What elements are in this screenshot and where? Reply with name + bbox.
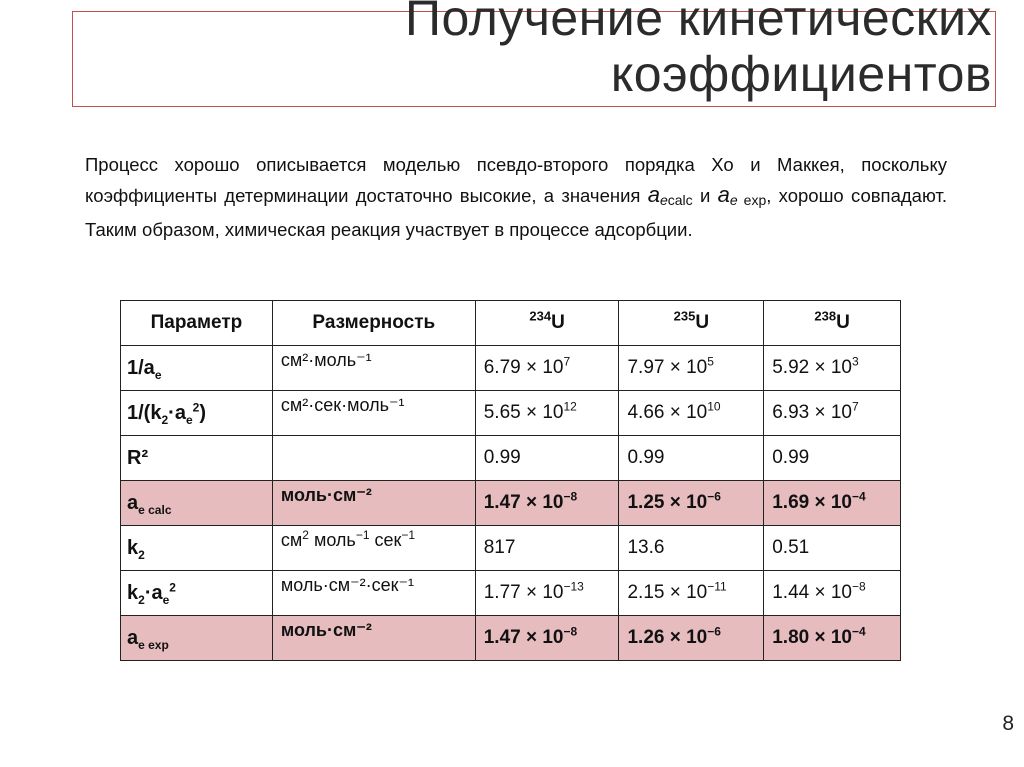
param-cell: $a_{e calc}$ (121, 481, 273, 526)
exp-subscript: exp (737, 192, 767, 208)
dim-cell: моль·см⁻² (272, 616, 475, 661)
table-row (121, 571, 901, 616)
value-cell: $6.79 \times 10^7$ (475, 346, 619, 391)
value-cell: $1.80 \times 10^{-4}$ (764, 616, 901, 661)
slide-title (192, 0, 992, 102)
value-cell: $5.65 \times 10^{12}$ (475, 391, 619, 436)
symbol-a-calc: a (647, 182, 660, 207)
header-u235: $^{235}$U (619, 301, 764, 346)
table-header-row (121, 301, 901, 346)
title-line-2: коэффициентов (610, 46, 992, 102)
table-row (121, 526, 901, 571)
value-cell: $1.44 \times 10^{-8}$ (764, 571, 901, 616)
paragraph-and: и (692, 185, 718, 206)
kinetic-coefficients-table (120, 300, 901, 661)
header-param: Параметр (121, 301, 273, 346)
table-row (121, 436, 901, 481)
title-line-1: Получение кинетических (405, 0, 992, 46)
value-cell: $1.47 \times 10^{-8}$ (475, 616, 619, 661)
table-row (121, 346, 901, 391)
value-cell: 0.99 (764, 436, 901, 481)
header-dim: Размерность (272, 301, 475, 346)
value-cell: $1.25 \times 10^{-6}$ (619, 481, 764, 526)
value-cell: $6.93 \times 10^7$ (764, 391, 901, 436)
param-cell: $k_2$ (121, 526, 273, 571)
header-u238: $^{238}$U (764, 301, 901, 346)
calc-subscript: calc (667, 192, 693, 208)
value-cell: $5.92 \times 10^3$ (764, 346, 901, 391)
symbol-a-exp: a (717, 182, 730, 207)
param-cell: $1/(k_2\cdot a_e^2)$ (121, 391, 273, 436)
header-u234: $^{234}$U (475, 301, 619, 346)
value-cell: $4.66 \times 10^{10}$ (619, 391, 764, 436)
table-row (121, 391, 901, 436)
value-cell: 0.99 (619, 436, 764, 481)
table-row-highlighted (121, 616, 901, 661)
value-cell: 0.51 (764, 526, 901, 571)
paragraph-text-2: , хорошо совпадают. Таким образом, химическая реакция участвует в процессе адсорбции. (85, 185, 947, 240)
value-cell: $7.97 \times 10^5$ (619, 346, 764, 391)
symbol-e-sub-2: e (729, 192, 738, 208)
param-cell: $k_2\cdot a_e^2$ (121, 571, 273, 616)
value-cell: 817 (475, 526, 619, 571)
value-cell: $1.69 \times 10^{-4}$ (764, 481, 901, 526)
paragraph-text-1: Процесс хорошо описывается моделью псевдо-второго порядка Хо и Маккея, поскольку коэффициенты детерминации достаточно высокие, а значения (85, 154, 947, 206)
value-cell: $1.26 \times 10^{-6}$ (619, 616, 764, 661)
description-paragraph (85, 150, 947, 245)
dim-cell: моль·см⁻²·сек⁻¹ (272, 571, 475, 616)
value-cell: 0.99 (475, 436, 619, 481)
dim-cell: $см^2$ моль$^{-1}$ сек$^{-1}$ (272, 526, 475, 571)
dim-cell: см²·моль⁻¹ (272, 346, 475, 391)
symbol-e-sub: e (659, 192, 668, 208)
page-number: 8 (1002, 712, 1014, 735)
param-cell: R² (121, 436, 273, 481)
value-cell: $1.47 \times 10^{-8}$ (475, 481, 619, 526)
value-cell: $1.77 \times 10^{-13}$ (475, 571, 619, 616)
param-cell: $a_{e exp}$ (121, 616, 273, 661)
table-row-highlighted (121, 481, 901, 526)
value-cell: 13.6 (619, 526, 764, 571)
dim-cell (272, 436, 475, 481)
dim-cell: моль·см⁻² (272, 481, 475, 526)
param-cell: $1/a_e$ (121, 346, 273, 391)
dim-cell: см²·сек·моль⁻¹ (272, 391, 475, 436)
value-cell: $2.15 \times 10^{-11}$ (619, 571, 764, 616)
